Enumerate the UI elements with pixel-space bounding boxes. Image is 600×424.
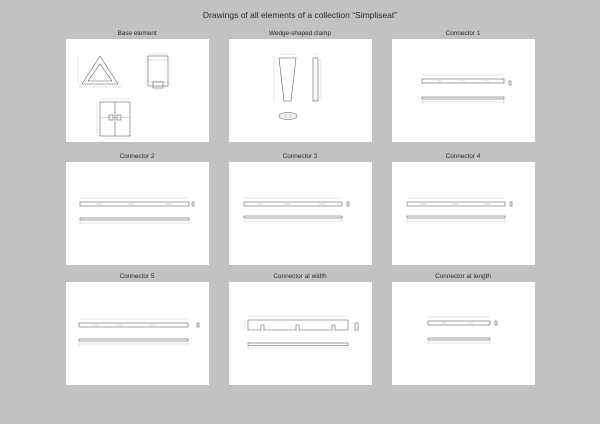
wedge-clamp-drawing	[229, 39, 372, 142]
connector-at-width-side-view	[248, 343, 348, 346]
panel-title-wedge-clamp: Wedge-shaped clamp	[268, 30, 332, 37]
connector-at-length-drawing	[392, 282, 535, 385]
wedge-front-outline	[279, 58, 296, 101]
base-element-drawing	[66, 39, 209, 142]
panel-title-connector-at-length: Connector at length	[435, 273, 491, 280]
panel-title-connector-2: Connector 2	[119, 153, 155, 160]
drawing-sheet-connector-2[interactable]	[66, 162, 209, 265]
connector-5-drawing	[66, 282, 209, 385]
page-title: Drawings of all elements of a collection “Simpliseat”	[202, 10, 398, 20]
side-view-outline	[148, 56, 168, 86]
connector-5-side-view	[79, 339, 188, 341]
connector-1-drawing	[392, 39, 535, 142]
connector-at-length-side-view	[428, 338, 490, 340]
connector-2-drawing	[66, 162, 209, 265]
drawing-sheet-connector-1[interactable]	[392, 39, 535, 142]
connector-at-width-drawing	[229, 282, 372, 385]
panel-title-connector-3: Connector 3	[282, 153, 318, 160]
connector-at-length-top-view	[428, 321, 490, 325]
panel-title-connector-1: Connector 1	[445, 30, 481, 37]
drawing-sheet-connector-4[interactable]	[392, 162, 535, 265]
drawing-sheet-base-element[interactable]	[66, 39, 209, 142]
triangle-outline	[82, 56, 118, 84]
connector-3-drawing	[229, 162, 372, 265]
drawing-sheet-wedge-clamp[interactable]	[229, 39, 372, 142]
connector-3-side-view	[244, 216, 342, 218]
connector-2-side-view	[80, 218, 189, 220]
connector-4-side-view	[407, 216, 505, 218]
panel-title-connector-at-width: Connector at width	[273, 273, 327, 280]
panel-title-connector-5: Connector 5	[119, 273, 155, 280]
drawing-sheet-connector-3[interactable]	[229, 162, 372, 265]
drawing-sheet-connector-at-width[interactable]	[229, 282, 372, 385]
connector-4-drawing	[392, 162, 535, 265]
wedge-side-outline	[313, 58, 318, 101]
triangle-inner-outline	[88, 64, 112, 81]
connector-1-side-view	[422, 97, 504, 99]
panel-title-base-element: Base element	[117, 30, 157, 37]
drawing-sheet-connector-5[interactable]	[66, 282, 209, 385]
panel-title-connector-4: Connector 4	[445, 153, 481, 160]
connector-at-width-front-view	[248, 320, 348, 330]
drawing-sheet-connector-at-length[interactable]	[392, 282, 535, 385]
